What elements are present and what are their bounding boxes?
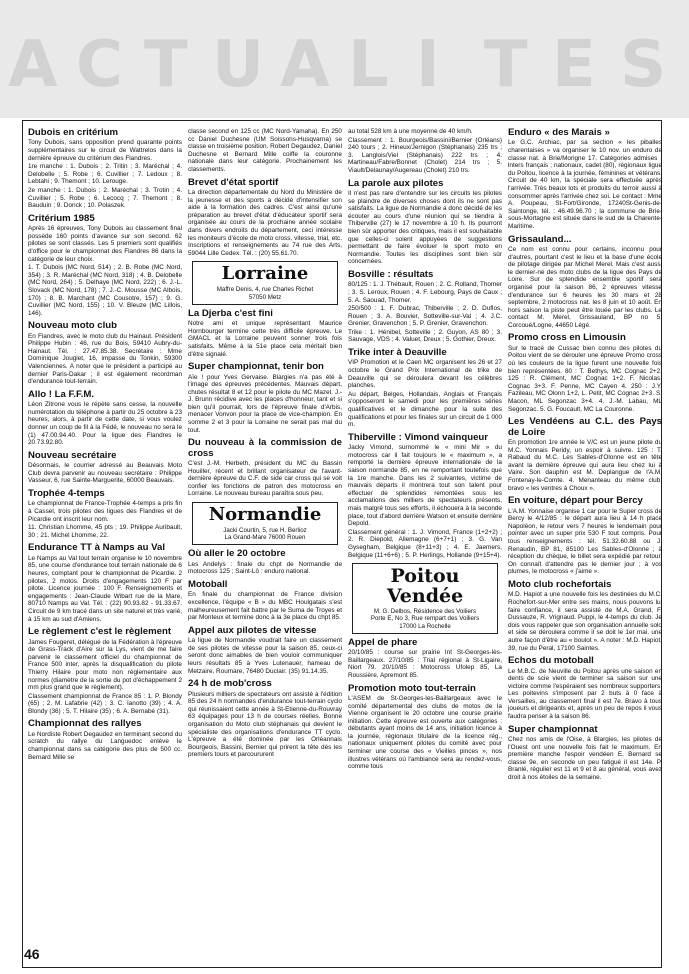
article-paragraph: Le Nordiste Robert Degaudez en terminant second du scratch du rallye du Languedoc enlève le championnat dans sa catégorie des plus de 500 cc. Bernard Mille se [28, 730, 182, 761]
article-paragraph: En finale du championnat de France division excellence, l'équipe « B » du MBC Houlgatais s'est malheureusement fait battre par le Suma de Troyes et par Monteux et termine donc à la 3e place du chpt 85. [188, 591, 342, 622]
article-paragraph: Trike : 1. Hénibel, Sotteville ; 2. Guyon, AS 80 ; 3. Sauvage, VDS ; 4. Valuet, Dreux ; 5. Gothier, Dreux. [348, 328, 502, 344]
article-heading: Endurance TT à Namps au Val [28, 542, 166, 554]
header-letter: A [8, 28, 58, 102]
article-paragraph: Le M.B.C. de Neuville du Poitou après une saison en dents de scie vient de terminer sa saison sur une victoire comme l'espéraient ses nombreux supporters. Les poitevins s'imposent par 2 buts à 0 face à Versailles, au classement final il est 7e. Bravo à tous joueurs et dirigeants et, après un peu de repos il vous faudra penser à la saison 86. [508, 667, 662, 721]
header-letter: S [620, 28, 667, 102]
header-letter: A [280, 28, 330, 102]
league-contact-box [192, 502, 338, 545]
header-decoration [0, 0, 689, 118]
article-heading: Echos du motoball [508, 655, 594, 667]
article-heading: Appel de phare [348, 636, 418, 648]
article-heading: Nouveau moto club [28, 320, 118, 332]
article-heading: Moto club rochefortais [508, 578, 612, 590]
article-heading: Promotion moto tout-terrain [348, 682, 476, 694]
league-name: Poitou Vendée [386, 565, 464, 608]
article-paragraph: James Fougeret, délégué de la Fédération à l'épreuve de Grass-Track d'Aire sur la Lys, vient de me faire parvenir le classement officiel du championnat de France 500 inter, après la disqualification du pilote Thierry Hilaire pour moto non réglementaire aux normes (diamètre de la sortie du pot d'échappement 2 mm plus grand que le règlement). [28, 638, 182, 692]
article-heading: Le règlement c'est le règlement [28, 626, 172, 638]
article-paragraph: VIP Promotion et le Caen MC organisent les 26 et 27 octobre le Grand Prix International de trike de Deauville qui se déroulera devant les célèbres planches. [348, 359, 502, 390]
article-paragraph: Tony Dubois, sans opposition prend quarante points supplémentaires sur le circuit de Wattrelos dans la dernière épreuve du critérium des Flandres. [28, 139, 182, 162]
article-paragraph: classe second en 125 cc (MC Nord-Yamaha). En 250 cc Daniel Duchesne (UM Soissons-Husqvarna) se classe en troisième position. Robert Degaudez, Daniel Duchesne et Bernard Mille coiffe la couronne nationale dans leur catégorie. Prochainement les classements. [188, 128, 342, 173]
article-paragraph: Au départ, Belges, Hollandais, Anglais et Français s'opposeront le samedi pour les premières séries qualificatives et le dimanche pour la suite des qualifications et pour les finales sur un circuit de 1 000 m. [348, 390, 502, 429]
article-paragraph: M.D. Hapiot a une nouvelle fois les destinées du M.C. Rochefort-sur-Mer entre ses mains, nous pouvons lui faire confiance, il sera assisté de M.A. Grand, F. Dussauze, R. Vrignaud. Puppi, le 4-temps du club. Je dois vous rappeler que son organisation annuelle solo et side se déroulera comme il se doit le 1er mai. une autre façon d'être au « boulot ». A noter : M.D. Hapiot, 39, rue du Peral, 17100 Saintes. [508, 591, 662, 652]
article-paragraph: 80/125 : 1. J. Thébault, Rouen ; 2. C. Rolland, Thomer ; 3. S. Leroux, Rouen ; 4. F. Lebourg, Pays de Caux ; 5. A. Saouad, Thomer. [348, 281, 502, 304]
header-letter: E [552, 28, 596, 102]
article-paragraph: Après 16 épreuves, Tony Dubois au classement final possède 160 points d'avance sur son second. 62 pilotes se sont classés. Les 5 premiers sont qualifiés d'office pour le championnat des Flandres 86 dans la catégorie de leur choix. [28, 225, 182, 263]
article-heading: Dubois en critérium [28, 127, 119, 138]
article-heading: 24 h de mob'cross [188, 678, 272, 690]
article-paragraph: Désormais, le courrier adressé au Beauvais Moto Club devra parvenir au nouveau secrétaire : Philippe Vasseur, 6, rue Sainte-Marguerite, 60000 Beauvais. [28, 462, 182, 485]
header-letter: U [212, 28, 264, 102]
article-paragraph: Le G.C. Archiac, par sa section « les piballes charentaises » va organiser le 10 nov. un enduro de classe nat. à Brie/Morigne 17. Catégories admises : lnters français ; nationaux, cadet (80), régionaux ligue du Poitou, licence à la journée, féminines et vétérans. Circuit de 40 km, la spéciale sera effectuée après l'arrivée. Très beaux lots et produits du terroir aussi à consommer après l'arrivée chez soi. Le contact : Mme A. Poupeau, St-Fort/Gironde, 17240St-Genis-de-Saintonge, tél. : 46.49.96.70 ; la commune de Brie-sous-Mortagne est située dans le sud de la Charente-Maritime. [508, 139, 662, 230]
league-contact-box [192, 261, 338, 304]
article-paragraph: Il n'est pas rare d'entendre sur les circuits les pilotes se plaindre de diverses choses dont ils ne sont pas satisfaits. La ligue de Normandie a donc décidé de les écouter au cours d'une réunion qui se tiendra à Thiberville (27) le 17 novembre à 10 h. Ils pourront bien sûr apporter des critiques, mais il est souhaitable que celles-ci soient appuyées de suggestions permettant de faire évoluer le sport moto en Normandie. Toutes les disciplines sont bien sûr concernées. [348, 189, 502, 266]
article-paragraph: 1re manche : 1. Dubois ; 2. Tritin ; 3. Maréchal ; 4. Delobelle ; 5. Robe ; 6. Cuvillier ; 7. Ledoux ; 8. Lebtahi ; 9. Themont ; 10. Lerouge. [28, 163, 182, 186]
header-letter: L [348, 28, 389, 102]
article-heading: Trophée 4-temps [28, 488, 105, 499]
article-paragraph: Léon Zitrone vous le répète sans cesse, la nouvelle numérotation du téléphone à partir du 25 octobre à 23 heures, alors, à partir de cette date, si vous voulez donner un coup de fil à la Fédé, le nouveau no sera le (1) 47.00.94.40. Pour la ligue des Flandres le 20.73.92.80. [28, 401, 182, 447]
article-heading: Grissauland... [508, 233, 572, 245]
article-paragraph: En Flandres, avec le moto club du Hainaut. Président Philippe Hubin : 46, rue du Bois, 59410 Aubry-du-Hainaut. Tél. : 27.47.85.38. Secrétaire : Mme Dominique Jouglet, 16, impasse du Tonkin, 59300 Valenciennes. A noter que le président a participé au dernier Paris-Dakar ; il est également recordman d'endurance tout-terrain. [28, 332, 182, 386]
article-paragraph: C'est J.-M. Herbeth, président du MC du Bassin Houiller, récent et brillant organisateur de l'avant-dernière épreuve du C.F. de side car cross qui se voit confier les fonctions de patron des motocross en Lorraine. Le nouveau bureau paraîtra sous peu. [188, 460, 342, 498]
article-heading: Thiberville : Vimond vainqueur [348, 431, 489, 443]
article-paragraph: Classement général : 1. J. Vimond, France (1+2+2) ; 2. R. Diepold, Allemagne (6+7+1) ; 3. G. Van Gysegham, Belgique (8+11+3) ; 4. E. Jaemers, Belgique (11+6+6) ; 5. P. Herlings, Hollande (9+15+4). [348, 528, 502, 559]
article-heading: Super championnat, tenir bon [188, 361, 324, 373]
page-number: 46 [24, 946, 40, 962]
article-paragraph: Les Andelys : finale du chpt de Normandie de motocross 125 ; Saint-Lô : enduro national. [188, 560, 342, 576]
article-paragraph: La ligue de Normandie voudrait faire un classement de ses pilotes de vitesse pour la saison 85, ceux-ci seront donc aimables de bien vouloir communiquer leurs résultats 85 à Yves Lutenauer, hameau de Metzaire, Roumare, 76480 Duclair. (35) 91.14.35. [188, 637, 342, 675]
article-paragraph: Le championnat de France-Trophée 4-temps a pris fin à Cassel, trois pilotes des ligues des Flandres et de Picardie ont inscrit leur nom. [28, 500, 182, 523]
article-paragraph: Chez nos amis de l'Oise, à Blargies, les pilotes de l'Ouest ont une nouvelle fois fait le maximum. En première manche l'espoir vendéen E. Bernard se classe 9e, en seconde un peu fatigué il est 14e. P. Branlé, régulier est 11 et 9 et 8 au général, vous avez droit à nos étoiles de la semaine. [508, 736, 662, 782]
article-paragraph: au total 528 km à une moyenne de 40 km/h. [348, 128, 473, 135]
article-heading: Nouveau secrétaire [28, 449, 117, 461]
column-2 [188, 128, 342, 760]
article-heading: Brevet d'état sportif [188, 176, 279, 188]
article-heading: Où aller le 20 octobre [188, 548, 286, 560]
article-paragraph: La direction départementale du Nord du Ministère de la jeunesse et des sports a décidé d'intensifier son aide à la formation des cadres. C'est ainsi qu'une préparation au brevet d'état d'éducateur sportif sera organisée au cours de la prochaine année scolaire dans divers endroits du département, ceci intéresse les moniteurs d'école de moto cross, vitesse, trial, etc. Inscriptions et renseignements au 74 rue des Arts, 59044 Lille Cedex. Tél. : (20) 55.61.70. [188, 188, 342, 257]
header-letter: T [144, 28, 188, 102]
article-paragraph: Notre ami et unique représentant Maurice Hornbourger termine cette très difficile épreuve. Le GMACL et la Lorraine peuvent sonner trois fois satisfaits. Même à la 51e place cela méritait bien d'être signalé. [188, 320, 342, 358]
league-address: Maffre Denis, 4, rue Charles Richet 57050 Metz [216, 286, 314, 301]
article-paragraph: Classement : 1. Bourgeois/Bassini/Bernier (Orléans) 240 tours ; 2. Hineux/Jernigon (Stéphanais) 235 trs ; 3. Langlois/Viel (Stéphanais) 222 trs ; 4. Martineau/Fabre/Bonnet (Cholet) 214 trs ; 5. Viault/Delaunay/Augereau (Cholet) 210 trs. [348, 136, 502, 174]
article-heading: Championnat des rallyes [28, 718, 142, 730]
article-heading: Trike inter à Deauville [348, 347, 447, 359]
league-name: Normandie [208, 504, 322, 526]
article-heading: Du nouveau à la commission de cross [188, 437, 342, 459]
article-heading: Promo cross en Limousin [508, 332, 626, 344]
article-paragraph: 11. Christian Lhomme, 45 pts ; 19. Philippe Auribault, 30 ; 21. Michel Lhomme, 22. [28, 524, 182, 539]
article-heading: Super championnat [508, 723, 598, 735]
article-paragraph: Aïe ! pour Yves Gervaise. Blargies n'a pas été à l'image des épreuves précédentes. Mauvais départ, chutes résultat 8 et 12 pour le pilote du MC Mazel. J.-J. Brunn récidive avec les places d'honneur, tant et si bien qu'il pourrait, lors de l'épreuve finale d'Arbis, menacer Vonvon pour la place de vice-champion. En somme 2 et 3 pour la Lorraine ne serait pas mal du tout. [188, 373, 342, 434]
article-paragraph: Ce nom est connu pour certains, inconnu pour d'autres, pourtant c'est le lieu et la base d'une école de pilotage dirigée par Michel Merel. Mais c'est aussi le dernier-né des moto clubs de la ligue des Pays de Loire. Sur de splendide ensemble sportif sera organisé pour la saison 86, 2 épreuves vitesse d'endurance sur 6 heures les 30 mars et 28 septembre, 2 motocross nat. les 8 juin et 10 août. En hors saison la piste peut être louée par les clubs. Le contact M. Merel, Grissauland, BP no 5, Corcoué/Logne, 44650 Légé. [508, 245, 662, 329]
league-name: Lorraine [221, 263, 309, 285]
article-paragraph: Plusieurs milliers de spectateurs ont assisté à l'édition 85 des 24 h normandes d'endurance tout-terrain cyclo qui réunissaient cette année à St-Etienne-du-Rouvray 63 équipages pour 13 h de courses réelles. Bonne organisation du Moto club stéphanais qui devient le spécialiste des organisations d'endurance TT cyclo. L'épreuve a été dominée par les Orléannais Bourgeois, Bassini, Bernier qui prirent la tête dès les premiers tours et parcoururent [188, 690, 342, 759]
article-paragraph: 250/500 : 1. F. Dubrac, Thiberville ; 2. D. Duflos, Rouen ; 3. A. Bouvier, Sotteville-sur-Val ; 4. J.C. Grenier, Gravenchon ; 5. P. Grenier, Gravenchon. [348, 305, 502, 328]
article-heading: La Djerba c'est fini [188, 307, 273, 319]
article-paragraph: Le Namps au Val tout terrain organise le 10 novembre 85, une course d'endurance tout terrain nationale de 6 heures, comptant pour le championnat de Picardie. 2 pilotes, 2 motos. Droits d'engagements 120 F par pilote. Licence journée : 100 F. Renseignements et engagements : Jean-Claude Wibart rue de la Mare, 80710 Namps au Val. Tél. : (22) 90.93.82 - 91.33.67. Circuit de 9 km tracé dans un site naturel et très varié, à 15 km au sud d'Amiens. [28, 554, 182, 623]
league-contact-box [352, 563, 498, 634]
article-paragraph: Jacky Vimond, surnommé le « mini Mir » du motocross car il fait toujours le « maximum », a remporté la dernière épreuve internationale de la saison normande 85, en ne remportant toutefois que la 1re manche. Dans les 2 suivantes, victime de mauvais départs il montrera tout son talent pour effectuer de splendides remontées sous les acclamations des milliers de spectateurs présents, mais malgré tous ses efforts, il échouera à la seconde place, tout d'abord derrière Watson et ensuite derrière Depold. [348, 444, 502, 528]
article-heading: Allo ! La F.F.M. [28, 388, 95, 400]
article-heading: Motoball [188, 579, 228, 591]
article-heading: Appel aux pilotes de vitesse [188, 624, 317, 636]
article-heading: Critérium 1985 [28, 212, 95, 224]
article-paragraph: En promotion 1re année le V/C est un jeune pilote du M.C. Yonnais Peridy, un espoir à suivre. 125 : T. Rabaud du M.C. Les Sables-d'Olonne est en tête avant la dernière épreuve qui aura lieu chez lui à Vaire. Son dauphin est M. Deplangue de l'A.M. Fontenay-le-Comte. 4. Menanteau du même club, bravo « les ventres à Choux ». [508, 439, 662, 492]
article-paragraph: Classement championnat de France 85 : 1. P. Blondy (65) ; 2. M. Lafabrie (42) ; 3. C. Ianotto (39) ; 4. A. Blondy (36) ; 5. T. Hilaire (35) ; 6. A. Bernabé (31). [28, 692, 182, 715]
article-heading: Enduro « des Marais » [508, 127, 610, 138]
league-address: Jacki Courtin, 5, rue H. Berlioz La Grand-Mare 76000 Rouen [223, 527, 307, 542]
article-paragraph: L'A.M. Yonnaise organise 1 car pour le Super cross de Bercy le 4/12/85 : le départ aura lieu à 14 h place Napoléon, le retour vers 7 heures le lendemain pour pointer avec un super prix 530 F tout compris. Pour tous renseignements : tél. 51.32.60.88 ou J. Renaudin, BP 81, 85100 Les Sables-d'Olonne ; à réception du chèque, le billet sera expédié par retour. On connaît d'attendre pas le dernier jour ; à vos plumes, le motocross « j'aime ». [508, 507, 662, 576]
column-4 [508, 128, 662, 783]
article-heading: En voiture, départ pour Bercy [508, 495, 643, 507]
article-heading: Bosville : résultats [348, 268, 434, 280]
header-letter: T [484, 28, 528, 102]
article-heading: Les Vendéens au C.L. des Pays de Loire [508, 416, 662, 438]
article-paragraph: 2e manche : 1. Dubois ; 2. Maréchal ; 3. Trotin ; 4. Cuvillier ; 5. Robe ; 6. Lecocq ; 7. Themont ; 8. Bauduin ; 9. Donck ; 10. Polaszek. [28, 186, 182, 210]
article-paragraph: 1. T. Dubois (MC Nord, 514) ; 2. B. Robe (MC Nord, 354) ; 3. R. Maréchal (MC Nord, 318) ; 4. B. Delobelle (MC Nord, 264) ; 5. Delhaye (MC Nord, 222) ; 6. J.-L. Slovack (MC Nord, 178) ; 7. J.-C. Mousse (MC Albois, 170) ; 8. B. Marchant (MC Cousotre, 157) ; 9. G. Cuvillier (MC Nord, 155) ; 10. V. Bleuze (MC Lillois, 146). [28, 264, 182, 317]
league-address: M. G. Delbos, Résidence des Voiliers Porte E, No 3, Rue rempart des Voiliers 17000 La Rochelle [370, 608, 480, 630]
column-1 [28, 128, 182, 762]
article-paragraph: 20/10/85 : course sur prairie Int St-Georges-lès-Baillargeaux. 27/10/85 : Trial régional à St-Ligaire, Niort 79. 20/10/85 : Motocross Ufolep 85, La Roussière, Apremont 85. [348, 649, 502, 679]
article-paragraph: Sur le tracé de Cussac bien connu des pilotes du Poitou vient de se dérouler une épreuve Promo cross où les couleurs de la ligue furent une nouvelle fois bien représentées. 80 : T. Bethys, MC Cognac 2+2, 125 : R. Clément, MC Cognac 1+2. F. Nicolas, Cognac 3+3. F. Penne, MC Cayen 4. 250 : J.Y. Fazileau, MC Olonn 1+2, L. Petit, MC Cognac 2+3. S. Macon, ML Segonzac 3+4. 4. J.-M. Labau, ML Segonzac. 5. G. Foucault, MC La Couronne. [508, 344, 662, 413]
header-letter: C [76, 28, 123, 102]
article-heading: La parole aux pilotes [348, 177, 444, 189]
column-3 [348, 128, 502, 772]
article-paragraph: L'ASEM de St-Georges-les-Baillargeaux avec le comité départemental des clubs de motos de la Vienne organisent le 20 octobre une course prairie initiation. Cette épreuve est ouverte aux catégories : débutants ayant moins de 14 ans, initiation licence à la journée, régionaux titulaire de la licence rég., nationaux uniquement pilotes du comité avec pour terminer une course des « Vieilles pinces », nos illustres vétérans où l'ambiance sera au rendez-vous, comme tous [348, 694, 502, 771]
header-letter: I [416, 28, 440, 102]
